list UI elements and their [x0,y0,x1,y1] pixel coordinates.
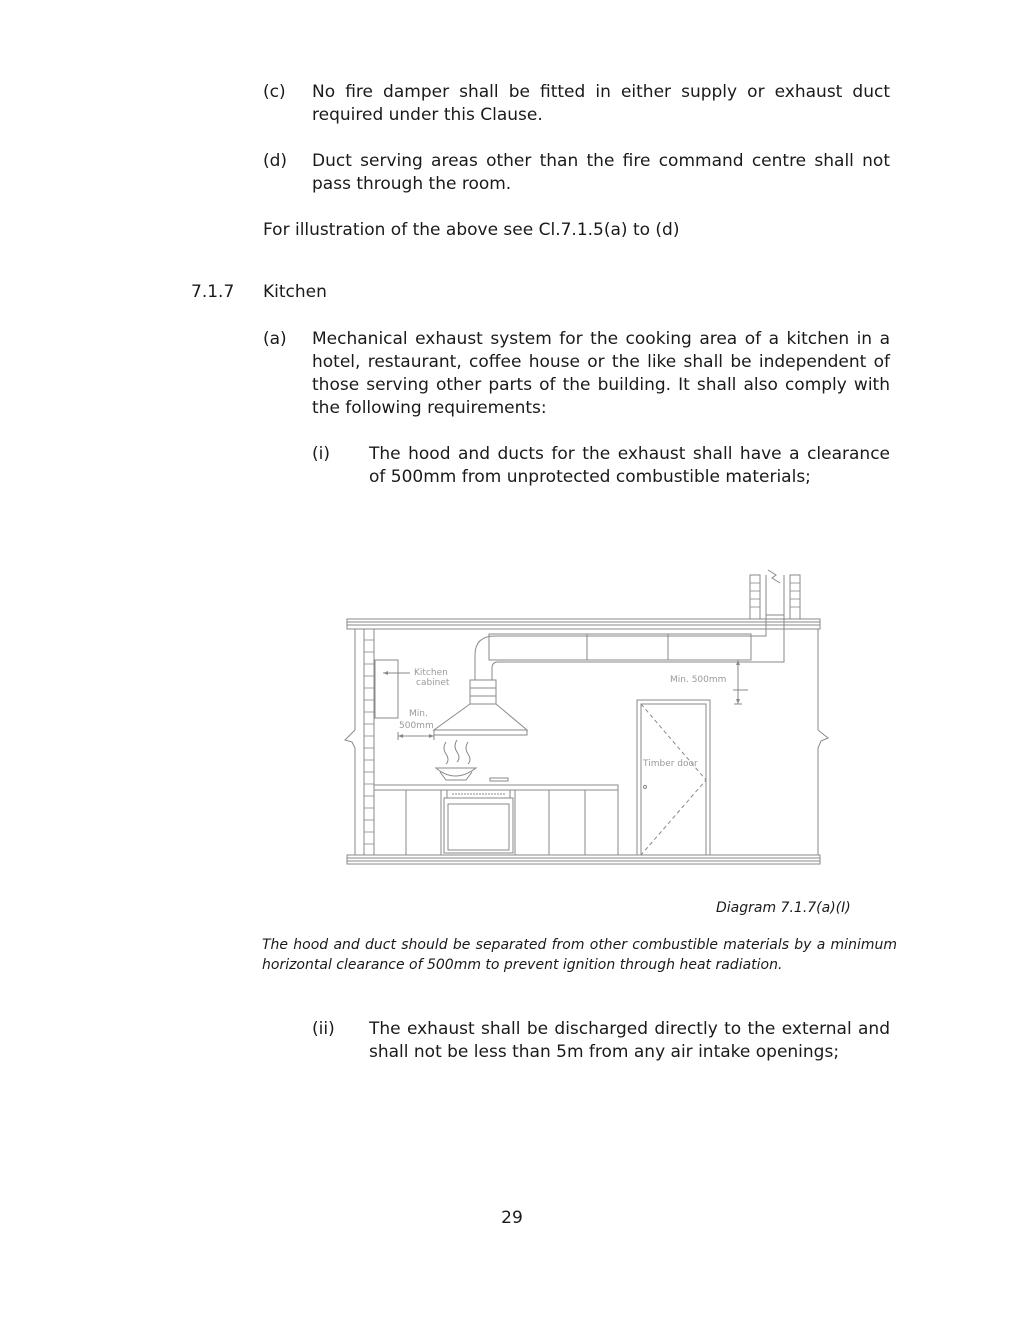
sub-i-text: The hood and ducts for the exhaust shall have a clearance of 500mm from unprotected combustible materials; [369,444,890,487]
diagram-caption: Diagram 7.1.7(a)(I) [716,900,851,916]
section-title: Kitchen [263,282,327,302]
illustration-note: For illustration of the above see Cl.7.1.5(a) to (d) [263,220,680,240]
left-wall [364,629,374,855]
kitchen-section-diagram [330,565,840,870]
label-kitchen-cabinet-1: Kitchen [414,668,448,678]
label-min-1: Min. [409,709,428,719]
upper-cabinet [489,634,751,660]
kitchen-counter [374,785,618,790]
ceiling-slab [347,619,820,629]
sub-ii-text: The exhaust shall be discharged directly to the external and shall not be less than 5m from any air intake openings; [369,1019,890,1062]
chimney-right [790,575,800,619]
sub-i-marker: (i) [312,444,330,464]
item-c-text: No fire damper shall be fitted in either supply or exhaust duct required under this Clause. [312,82,890,125]
page-number: 29 [501,1208,523,1228]
kitchen-cabinet [375,660,398,718]
diagram-explanation: The hood and duct should be separated from other combustible materials by a minimum horizontal clearance of 500mm to prevent ignition through heat radiation. [262,937,897,973]
chimney-break [768,570,780,583]
exhaust-hood [434,704,527,730]
oven [444,798,513,853]
section-number: 7.1.7 [191,282,235,302]
chimney-left [750,575,760,619]
item-d-marker: (d) [263,151,288,171]
label-timber-door: Timber door [643,759,698,769]
item-a-text: Mechanical exhaust system for the cooking area of a kitchen in a hotel, restaurant, coffee house or the like shall be independent of those serving other parts of the building. It shall also comply with the following requirements: [312,329,890,418]
item-a-marker: (a) [263,329,287,349]
sub-ii-marker: (ii) [312,1019,335,1039]
timber-door [637,700,710,855]
label-min-2: 500mm [399,721,434,731]
label-kitchen-cabinet-2: cabinet [416,678,450,688]
exhaust-duct [475,575,766,680]
item-c-marker: (c) [263,82,286,102]
floor-slab [347,855,820,864]
label-min-vertical: Min. 500mm [670,675,727,685]
item-d-text: Duct serving areas other than the fire command centre shall not pass through the room. [312,151,890,194]
